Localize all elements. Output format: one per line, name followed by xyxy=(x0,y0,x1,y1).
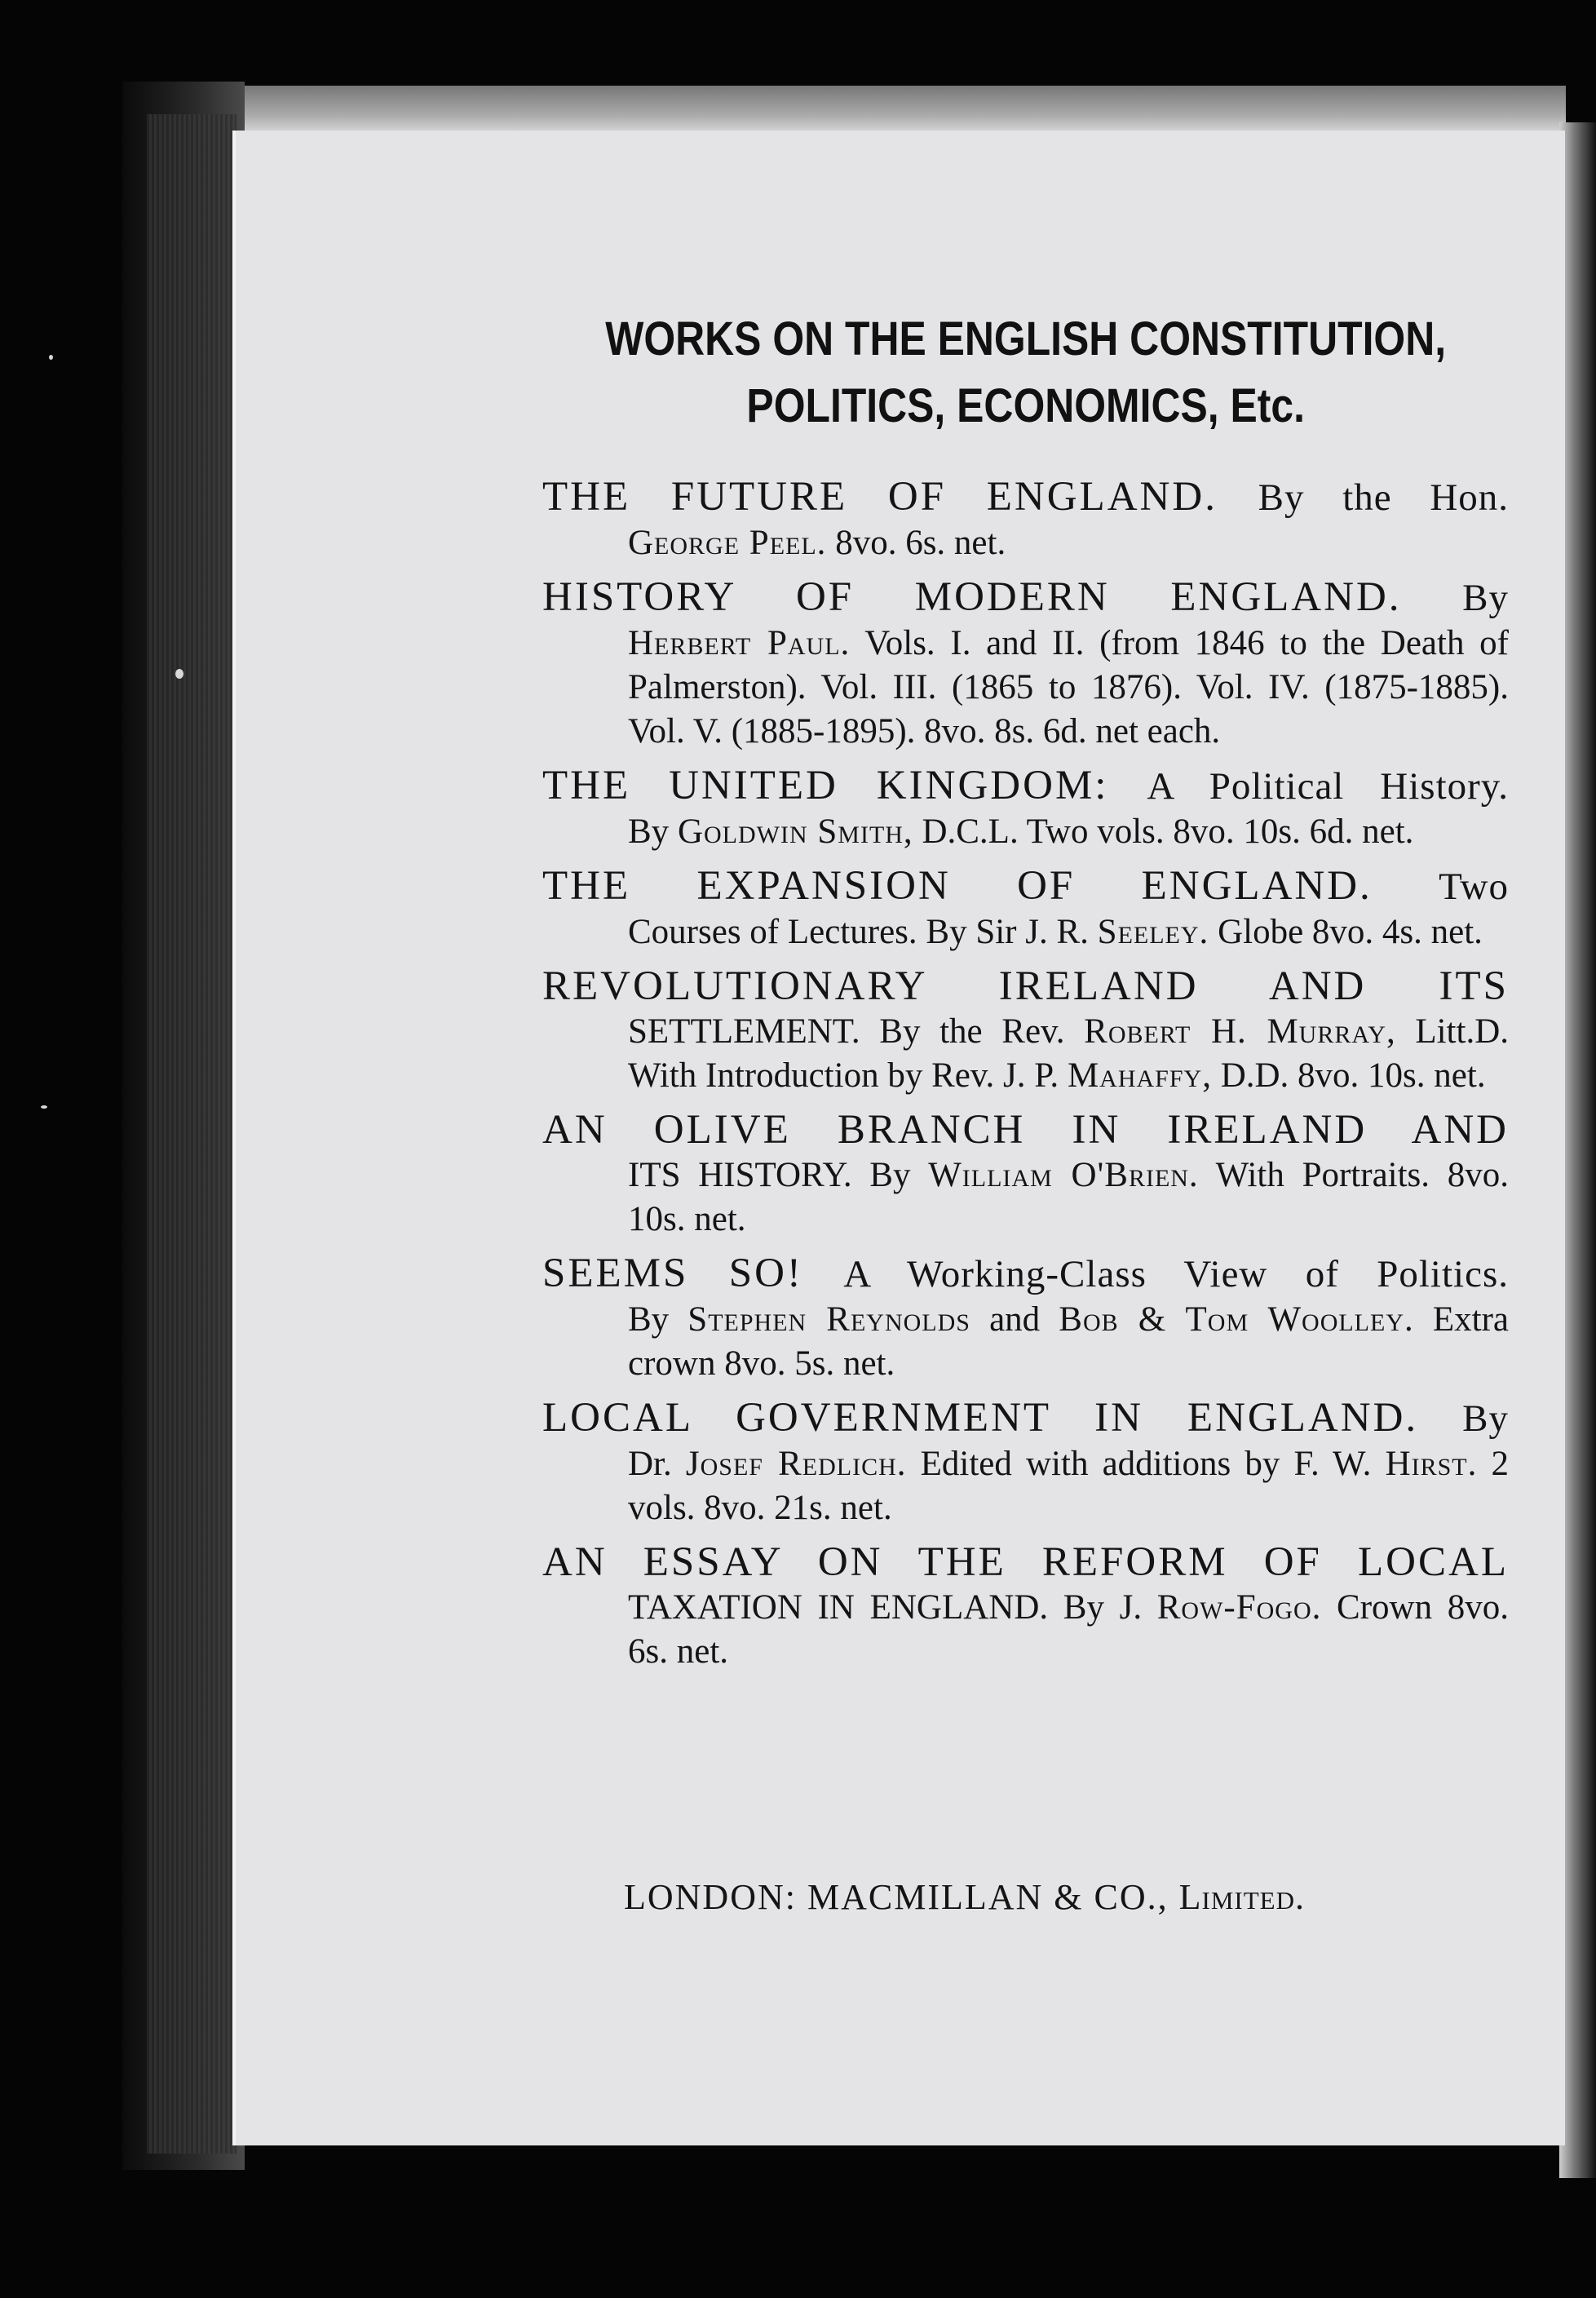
book-list xyxy=(542,473,1509,1682)
book-details xyxy=(542,1010,1509,1098)
book-entry xyxy=(542,473,1509,565)
book-details xyxy=(542,910,1509,954)
dust-speck xyxy=(175,669,183,679)
author-name: Robert H. Murray, xyxy=(1084,1012,1396,1051)
publisher-limited: Limited. xyxy=(1178,1877,1306,1917)
book-detail-text: SETTLEMENT. By the Rev. xyxy=(628,1012,1085,1051)
author-name: Herbert Paul. xyxy=(628,624,851,662)
book-title-main: HISTORY OF MODERN ENGLAND. xyxy=(542,574,1402,620)
book-entry xyxy=(542,963,1509,1098)
book-title xyxy=(542,862,1509,910)
book-title-main: THE EXPANSION OF ENGLAND. xyxy=(542,863,1373,909)
book-title-tail: By xyxy=(1462,1397,1510,1440)
book-title xyxy=(542,963,1509,1010)
book-detail-text: Crown 8vo. 6s. net. xyxy=(628,1588,1509,1671)
author-name: George Peel. xyxy=(628,524,827,562)
book-detail-text: Edited with additions by F. W. xyxy=(906,1445,1386,1483)
book-title-tail: A Political History. xyxy=(1147,765,1510,808)
book-entry xyxy=(542,862,1509,954)
book-title-tail: By xyxy=(1462,577,1510,619)
book-title-tail: A Working-Class View of Politics. xyxy=(843,1253,1509,1295)
book-detail-text: By xyxy=(628,812,678,851)
book-detail-text: D.C.L. Two vols. 8vo. 10s. 6d. net. xyxy=(913,812,1414,851)
dust-speck xyxy=(41,1105,47,1109)
book-entry xyxy=(542,762,1509,854)
book-detail-text: 2 vols. 8vo. 21s. net. xyxy=(628,1445,1510,1527)
book-title-main: AN ESSAY ON THE REFORM OF LOCAL xyxy=(542,1539,1509,1585)
book-details xyxy=(542,1442,1509,1530)
book-detail-text: and xyxy=(970,1300,1059,1339)
book-detail-text: ITS HISTORY. By xyxy=(628,1156,929,1194)
book-details xyxy=(542,622,1509,754)
page-heading xyxy=(538,306,1513,440)
book-detail-text: Extra crown 8vo. 5s. net. xyxy=(628,1300,1509,1383)
author-name: Seeley. xyxy=(1097,913,1209,951)
dust-speck xyxy=(49,355,53,360)
book-title-main: SEEMS SO! xyxy=(542,1251,803,1296)
book-detail-text: By xyxy=(628,1300,688,1339)
book-detail-text: TAXATION IN ENGLAND. By J. xyxy=(628,1588,1157,1627)
book-details xyxy=(542,1298,1509,1386)
book-title-tail: Two xyxy=(1439,866,1509,908)
book-entry xyxy=(542,573,1509,754)
book-title xyxy=(542,1394,1509,1442)
author-name: Mahaffy, xyxy=(1067,1056,1212,1095)
heading-line-2: POLITICS, ECONOMICS, Etc. xyxy=(746,379,1305,432)
book-title-main: REVOLUTIONARY IRELAND AND ITS xyxy=(542,963,1509,1009)
book-title xyxy=(542,473,1509,521)
book-detail-text: Litt.D. With Introduction by Rev. J. P. xyxy=(628,1012,1510,1095)
book-title xyxy=(542,762,1509,810)
page-edges xyxy=(147,114,237,2154)
book-details xyxy=(542,1586,1509,1674)
book-detail-text: Courses of Lectures. By Sir J. R. xyxy=(628,913,1098,951)
book-details xyxy=(542,1153,1509,1242)
book-title xyxy=(542,1539,1509,1586)
publisher-imprint xyxy=(624,1876,1521,1918)
book-detail-text: 8vo. 6s. net. xyxy=(826,524,1006,562)
book-detail-text: Vols. I. and II. (from 1846 to the Death of Palmerston). Vol. III. (1865 to 1876). Vol. IV. (1875-1885). Vol. V. (1885-1895). 8vo. 8s. 6d. net each. xyxy=(628,624,1509,751)
book-title xyxy=(542,1106,1509,1153)
book-title-main: AN OLIVE BRANCH IN IRELAND AND xyxy=(542,1107,1509,1153)
book-entry xyxy=(542,1250,1509,1386)
book-detail-text: With Portraits. 8vo. 10s. net. xyxy=(628,1156,1509,1238)
author-name: William O'Brien. xyxy=(928,1156,1199,1194)
book-title xyxy=(542,573,1509,622)
book-details xyxy=(542,521,1509,565)
author-name: Row-Fogo. xyxy=(1156,1588,1322,1627)
author-name: Hirst. xyxy=(1385,1445,1478,1483)
book-detail-text: Globe 8vo. 4s. net. xyxy=(1209,913,1483,951)
book-title-main: THE FUTURE OF ENGLAND. xyxy=(542,474,1218,520)
book-detail-text: D.D. 8vo. 10s. net. xyxy=(1211,1056,1486,1095)
book-title-tail: By the Hon. xyxy=(1258,476,1510,519)
book-detail-text: Dr. xyxy=(628,1445,686,1483)
publisher-name: LONDON: MACMILLAN & CO., xyxy=(624,1877,1179,1917)
author-name: Goldwin Smith, xyxy=(677,812,913,851)
book-entry xyxy=(542,1394,1509,1530)
book-details xyxy=(542,810,1509,854)
book-entry xyxy=(542,1106,1509,1242)
book-title-main: THE UNITED KINGDOM: xyxy=(542,763,1109,808)
book-title-main: LOCAL GOVERNMENT IN ENGLAND. xyxy=(542,1395,1419,1441)
heading-line-1: WORKS ON THE ENGLISH CONSTITUTION, xyxy=(605,312,1447,365)
author-name: Bob & Tom Woolley. xyxy=(1059,1300,1414,1339)
author-name: Stephen Reynolds xyxy=(687,1300,970,1339)
book-entry xyxy=(542,1539,1509,1674)
book-title xyxy=(542,1250,1509,1298)
author-name: Josef Redlich. xyxy=(685,1445,907,1483)
top-page-edge xyxy=(245,86,1566,135)
